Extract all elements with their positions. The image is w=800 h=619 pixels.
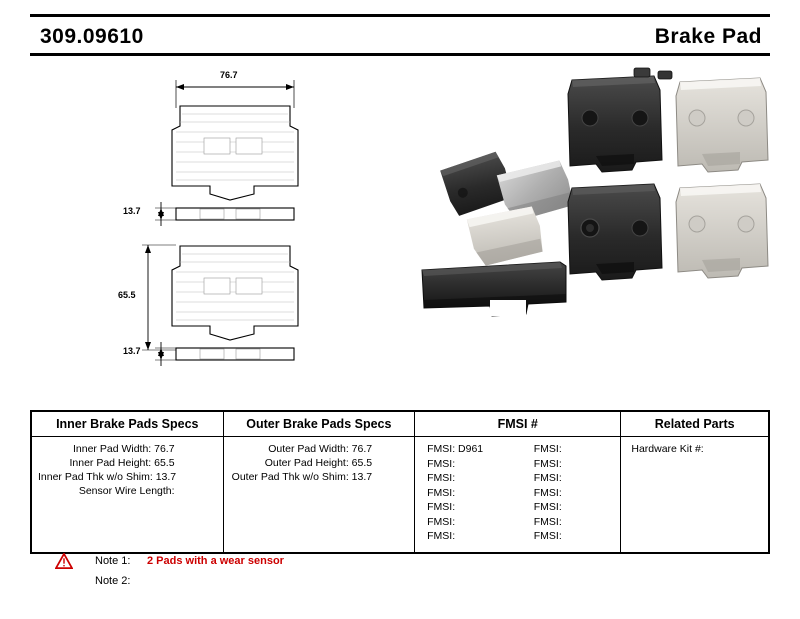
fmsi-line: FMSI: (427, 515, 456, 528)
inner-spec-line: Sensor Wire Length: (78, 485, 175, 497)
col-header-related: Related Parts (621, 412, 769, 437)
dim-inner-width: 76.7 (220, 70, 238, 80)
col-header-inner: Inner Brake Pads Specs (32, 412, 224, 437)
notes-section (55, 551, 555, 591)
related-part-line: Hardware Kit #: (631, 443, 704, 455)
specs-table (30, 410, 770, 554)
inner-spec-line: Inner Pad Height: 65.5 (69, 457, 175, 469)
technical-line-drawing (30, 60, 390, 390)
note-row-1 (55, 551, 555, 571)
outer-spec-line: Outer Pad Thk w/o Shim: 13.7 (231, 471, 373, 483)
note2-label: Note 2: (95, 575, 131, 587)
col-header-fmsi: FMSI # (415, 412, 621, 437)
warning-icon (55, 553, 73, 569)
fmsi-line: FMSI: (427, 472, 456, 484)
inner-spec-line: Inner Pad Width: 76.7 (73, 443, 175, 455)
page-title: Brake Pad (654, 25, 762, 48)
related-parts-cell (621, 437, 769, 553)
fmsi-line: FMSI: (533, 486, 562, 499)
dim-inner-thk-bottom: 13.7 (123, 346, 141, 356)
dim-inner-thk-top: 13.7 (123, 206, 141, 216)
col-header-outer: Outer Brake Pads Specs (223, 412, 415, 437)
table-body-row (32, 437, 769, 553)
fmsi-line: FMSI: D961 (427, 443, 484, 455)
fmsi-line: FMSI: (533, 457, 562, 470)
outer-spec-line: Outer Pad Height: 65.5 (264, 457, 373, 469)
note1-value: 2 Pads with a wear sensor (147, 555, 284, 567)
fmsi-line: FMSI: (427, 457, 456, 470)
fmsi-cell (415, 437, 621, 553)
part-number: 309.09610 (40, 25, 144, 48)
fmsi-line: FMSI: (533, 530, 562, 542)
fmsi-line: FMSI: (427, 501, 456, 513)
outer-spec-line: Outer Pad Width: 76.7 (268, 443, 373, 455)
inner-spec-line: Inner Pad Thk w/o Shim: 13.7 (38, 471, 177, 483)
fmsi-line: FMSI: (533, 501, 562, 513)
fmsi-line: FMSI: (427, 530, 456, 542)
fmsi-line: FMSI: (533, 443, 562, 455)
note-row-2 (55, 571, 555, 591)
outer-specs-cell (223, 437, 415, 553)
inner-specs-cell (32, 437, 224, 553)
product-drawing-area (30, 60, 770, 390)
dim-inner-height: 65.5 (118, 290, 136, 300)
fmsi-line: FMSI: (533, 472, 562, 484)
page-header (30, 14, 770, 56)
product-photo-group (390, 60, 770, 390)
table-header-row (32, 412, 769, 437)
note1-label: Note 1: (95, 555, 131, 567)
fmsi-line: FMSI: (427, 486, 456, 499)
fmsi-line: FMSI: (533, 515, 562, 528)
